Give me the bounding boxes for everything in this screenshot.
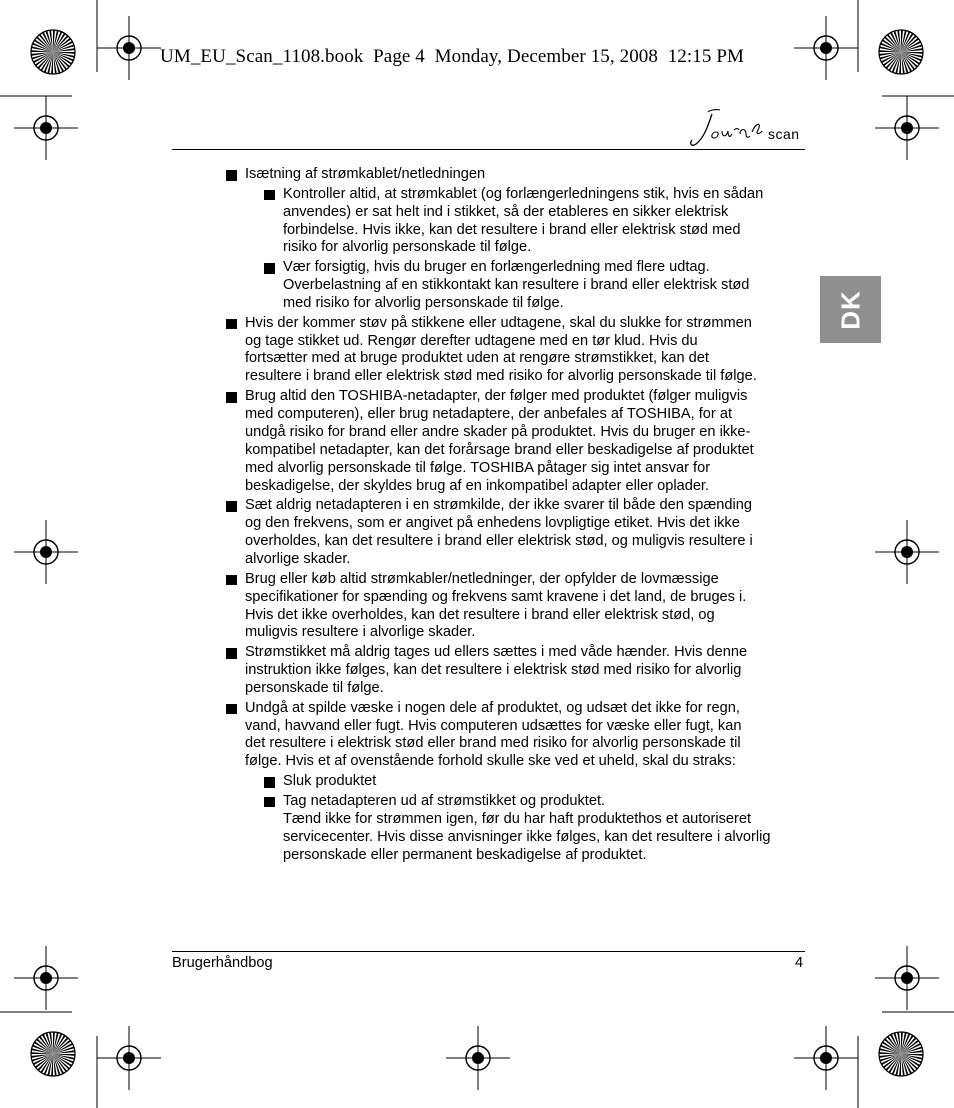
language-tab-label: DK [835, 289, 865, 330]
registration-target-icon [794, 16, 858, 80]
list-item [226, 497, 808, 569]
list-item [226, 644, 808, 698]
starburst-target-icon [879, 1032, 923, 1076]
header-rule [172, 149, 805, 150]
list-item [226, 388, 808, 495]
text-line: med computeren), eller brug netadaptere, der anbefales af TOSHIBA, for at [245, 405, 733, 422]
text-line: Overbelastning af en stikkontakt kan resultere i brand eller elektrisk stød [283, 277, 750, 294]
text-line: specifikationer for spænding og frekvens samt kravene i det land, de bruges i. [245, 588, 747, 605]
text-line: Strømstikket må aldrig tages ud ellers sættes i med våde hænder. Hvis denne [245, 644, 748, 661]
square-bullet-icon [226, 501, 237, 512]
text-line: muligvis resultere i alvorlige skader. [245, 624, 476, 641]
square-bullet-icon [264, 190, 275, 201]
text-line: det resultere i elektrisk stød eller brand med risiko for alvorlig personskade til [245, 735, 741, 752]
text-line: resultere i brand eller elektrisk stød med risiko for alvorlig personskade til følge. [245, 368, 757, 385]
text-line: beskadigelse, der skyldes brug af en inkompatibel adapter eller oplader. [245, 477, 710, 494]
square-bullet-icon [264, 777, 275, 788]
text-line: anvendes) er sat helt ind i stikket, så der etableres en sikker elektrisk [283, 203, 729, 220]
square-bullet-icon [226, 392, 237, 403]
square-bullet-icon [226, 648, 237, 659]
text-line: personskade til følge. [245, 679, 384, 696]
text-line: Hvis der kommer støv på stikkene eller udtagene, skal du slukke for strømmen [245, 314, 752, 331]
text-line: forbindelse. Hvis ikke, kan det resultere i brand eller elektrisk stød med [283, 221, 741, 238]
text-line: fortsætter med at bruge produktet uden at rengøre strømstikket, kan det [245, 350, 709, 367]
square-bullet-icon [226, 170, 237, 181]
square-bullet-icon [226, 704, 237, 715]
registration-target-icon [14, 96, 78, 160]
text-line: Sæt aldrig netadapteren i en strømkilde, der ikke svarer til både den spænding [245, 497, 752, 514]
sub-list-item [264, 793, 808, 865]
sub-list [245, 773, 808, 864]
registration-target-icon [794, 1026, 858, 1090]
registration-target-icon [14, 946, 78, 1010]
starburst-target-icon [31, 1032, 75, 1076]
list-item [226, 166, 808, 313]
text-line: Undgå at spilde væske i nogen dele af produktet, og udsæt det ikke for regn, [245, 699, 740, 716]
text-line: overholdes, kan det resultere i brand eller elektrisk stød, og muligvis resultere i [245, 533, 753, 550]
text-line: instruktion ikke følges, kan det resultere i elektrisk stød med risiko for alvorlig [245, 662, 742, 679]
text-line: Brug eller køb altid strømkabler/netledninger, der opfylder de lovmæssige [245, 570, 719, 587]
text-line: vand, havvand eller fugt. Hvis computeren udsættes for væske eller fugt, kan [245, 717, 742, 734]
text-line: Tænd ikke for strømmen igen, før du har haft produktethos et autoriseret [283, 810, 752, 827]
registration-target-icon [875, 520, 939, 584]
list-item [226, 571, 808, 643]
sub-list-item [264, 773, 808, 791]
sub-list-item [264, 259, 808, 313]
square-bullet-icon [226, 319, 237, 330]
text-line: servicecenter. Hvis disse anvisninger ikke følges, kan det resultere i alvorlig [283, 828, 771, 845]
text-line: Vær forsigtig, hvis du bruger en forlængerledning med flere udtag. [283, 259, 710, 276]
footer-title: Brugerhåndbog [172, 955, 273, 971]
registration-target-icon [875, 946, 939, 1010]
sub-list-item [264, 186, 808, 258]
registration-target-icon [97, 1026, 161, 1090]
text-line: og tage stikket ud. Rengør derefter udtagene med en tør klud. Hvis du [245, 332, 698, 349]
print-slug-header: UM_EU_Scan_1108.book Page 4 Monday, December 15, 2008 12:15 PM [160, 46, 744, 67]
list-item [226, 315, 808, 387]
text-line: Brug altid den TOSHIBA-netadapter, der følger med produktet (følger muligvis [245, 388, 748, 405]
text-line: undgå risiko for brand eller andre skader på produktet. Hvis du bruger en ikke- [245, 423, 751, 440]
list-item [226, 700, 808, 865]
registration-target-icon [875, 96, 939, 160]
text-line: alvorlige skader. [245, 551, 351, 568]
text-line: Kontroller altid, at strømkablet (og forlængerledningens stik, hvis en sådan [283, 185, 764, 202]
registration-target-icon [14, 520, 78, 584]
square-bullet-icon [264, 263, 275, 274]
registration-target-icon [97, 16, 161, 80]
safety-instructions-list [226, 166, 808, 866]
starburst-target-icon [879, 30, 923, 74]
square-bullet-icon [226, 575, 237, 586]
text-line: Sluk produktet [283, 773, 377, 790]
text-line: med risiko for alvorlig personskade til følge. [283, 294, 564, 311]
square-bullet-icon [264, 797, 275, 808]
text-line: personskade eller permanent beskadigelse af produktet. [283, 846, 647, 863]
sub-list [245, 186, 808, 313]
footer-rule [172, 951, 805, 952]
text-line: Tag netadapteren ud af strømstikket og produktet. [283, 792, 606, 809]
text-line: og den frekvens, som er angivet på enhedens lovpligtige etiket. Hvis det ikke [245, 515, 740, 532]
text-line: risiko for alvorlig personskade til følge. [283, 239, 532, 256]
brand-scan-text: scan [768, 126, 800, 142]
starburst-target-icon [31, 30, 75, 74]
text-line: kompatibel netadapter, kan det forårsage brand eller beskadigelse af produktet [245, 441, 754, 458]
page-number: 4 [795, 955, 804, 971]
language-tab [820, 276, 881, 343]
text-line: følge. Hvis et af ovenstående forhold skulle ske ved et uheld, skal du straks: [245, 753, 736, 770]
registration-target-icon [446, 1026, 510, 1090]
text-line: Hvis det ikke overholdes, kan det resultere i brand eller elektrisk stød, og [245, 606, 715, 623]
text-line: med alvorlig personskade til følge. TOSHIBA påtager sig intet ansvar for [245, 459, 711, 476]
text-line: Isætning af strømkablet/netledningen [245, 166, 486, 182]
